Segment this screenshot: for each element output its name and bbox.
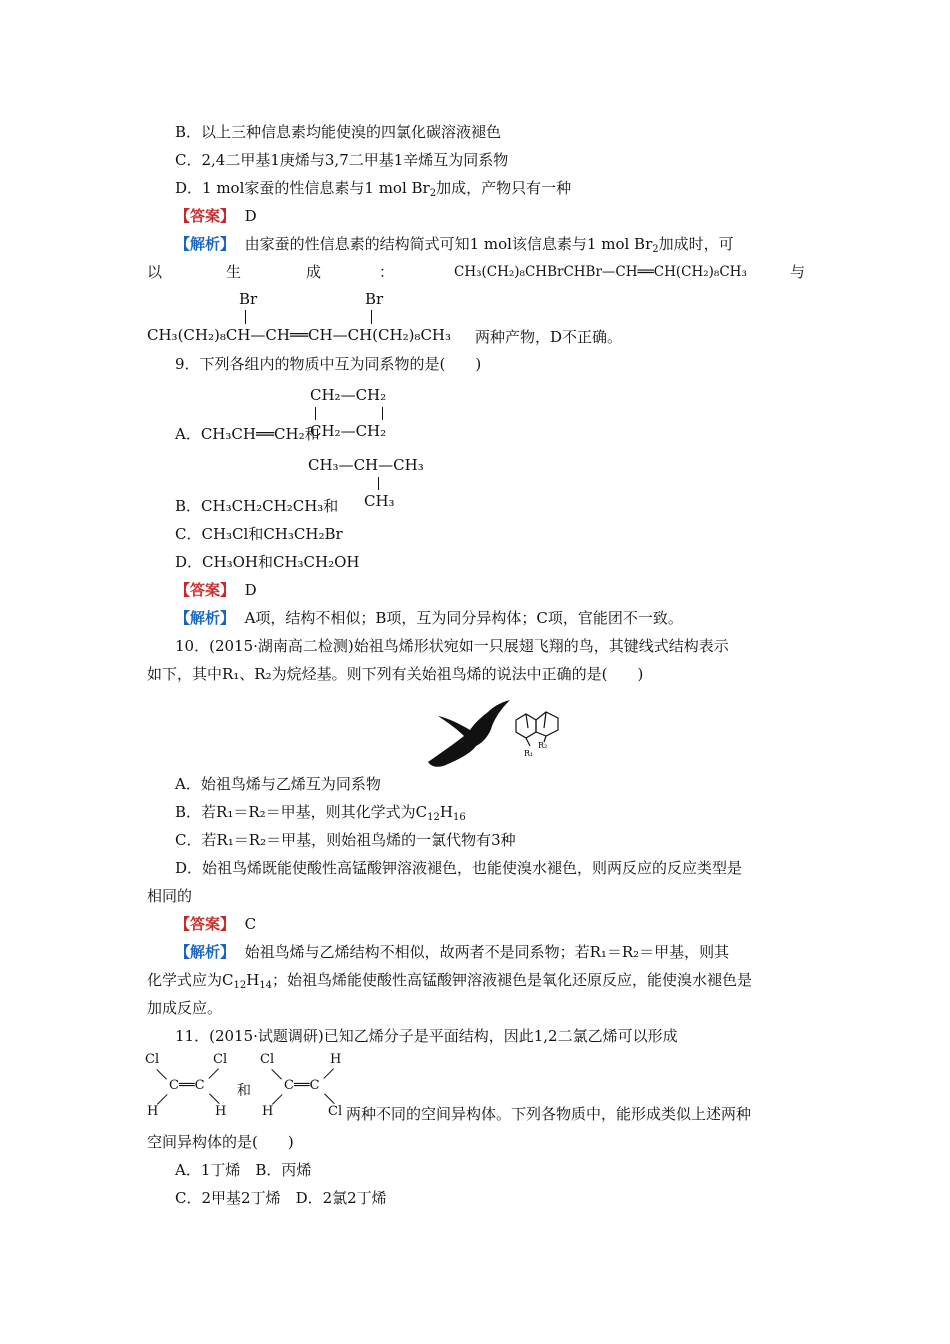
isobutane-structure: CH₃—CH—CH₃ CH₃: [308, 456, 424, 510]
q9-option-b: B．CH₃CH₂CH₂CH₃和: [175, 497, 339, 515]
q9-option-c: C．CH₃Cl和CH₃CH₂Br: [175, 525, 343, 543]
q10-option-b: B．若R₁＝R₂＝甲基，则其化学式为$C_{12}H_{16}$: [175, 803, 466, 823]
q10-option-d-line1: D．始祖鸟烯既能使酸性高锰酸钾溶液褪色，也能使溴水褪色，则两反应的反应类型是: [175, 859, 743, 877]
cis-dichloroethene: Cl Cl C══C H H 和: [145, 1052, 251, 1119]
q10-option-c: C．若R₁＝R₂＝甲基，则始祖鸟烯的一氯代物有3种: [175, 831, 516, 849]
q11-stem-line3: 空间异构体的是( ): [147, 1133, 294, 1151]
q10-stem-line2: 如下，其中R₁、R₂为烷烃基。则下列有关始祖鸟烯的说法中正确的是( ): [147, 665, 644, 683]
q10-explanation-line2: 化学式应为$C_{12}H_{14}$；始祖鸟烯能使酸性高锰酸钾溶液褪色是氧化还原反应，能使溴水褪色是: [147, 971, 753, 991]
q8-option-d: D．1 mol家蚕的性信息素与1 mol $Br_2$加成，产物只有一种: [175, 179, 572, 199]
q9-answer: 【答案】 D: [175, 581, 257, 599]
q8-explanation-line1: 【解析】 由家蚕的性信息素的结构简式可知1 mol该信息素与1 mol $Br_2$加成时，可: [175, 235, 734, 255]
q9-stem: 9．下列各组内的物质中互为同系物的是( ): [175, 355, 482, 373]
bond-line-structure: [516, 712, 558, 746]
q10-stem-line1: 10．(2015·湖南高二检测)始祖鸟烯形状宛如一只展翅飞翔的鸟，其键线式结构表示: [175, 637, 729, 655]
q9-option-d: D．CH₃OH和CH₃CH₂OH: [175, 553, 360, 571]
trans-dichloroethene: Cl H C══C H Cl: [260, 1052, 343, 1119]
answer-tag: 【答案】: [175, 207, 236, 225]
cyclobutane-structure: CH₂—CH₂ CH₂—CH₂: [310, 386, 387, 440]
q11-stem-line1: 11．(2015·试题调研)已知乙烯分子是平面结构，因此1,2二氯乙烯可以形成: [175, 1027, 678, 1045]
q9-option-a: A．CH₃CH══CH₂和: [175, 425, 320, 443]
bird-silhouette: [428, 700, 510, 767]
explanation-tag: 【解析】: [175, 609, 236, 627]
q8-option-b: B．以上三种信息素均能使溴的四氯化碳溶液褪色: [175, 123, 502, 141]
r1-label: R₁: [524, 749, 534, 758]
answer-tag: 【答案】: [175, 581, 236, 599]
explanation-tag: 【解析】: [175, 235, 236, 253]
archaeopteryxene-figure: [418, 698, 568, 770]
product-formula-1: CH₃(CH₂)₈CHBrCHBr—CH══CH(CH₂)₈CH₃: [454, 264, 747, 280]
product-structure-2: Br Br CH₃(CH₂)₈CH—CH══CH—CH(CH₂)₈CH₃ 两种产物，D不正确。: [147, 290, 623, 346]
q10-option-a: A．始祖鸟烯与乙烯互为同系物: [175, 775, 381, 793]
q10-explanation-line3: 加成反应。: [147, 999, 223, 1017]
q11-options-ab: A．1丁烯 B．丙烯: [175, 1161, 312, 1179]
q9-explanation: 【解析】 A项，结构不相似；B项，互为同分异构体；C项，官能团不一致。: [175, 609, 683, 627]
q10-option-d-line2: 相同的: [147, 887, 193, 905]
q11-stem-line2: 两种不同的空间异构体。下列各物质中，能形成类似上述两种: [346, 1105, 752, 1123]
r2-label: R₂: [538, 741, 548, 750]
q10-explanation-line1: 【解析】 始祖鸟烯与乙烯结构不相似，故两者不是同系物；若R₁＝R₂＝甲基，则其: [175, 943, 730, 961]
q8-answer: 【答案】 D: [175, 207, 257, 225]
q8-option-c: C．2,4二甲基1庚烯与3,7二甲基1辛烯互为同系物: [175, 151, 509, 169]
q10-answer: 【答案】 C: [175, 915, 257, 933]
and-label: 和: [237, 1083, 251, 1099]
answer-tag: 【答案】: [175, 915, 236, 933]
q11-options-cd: C．2甲基2丁烯 D．2氯2丁烯: [175, 1189, 387, 1207]
explanation-tag: 【解析】: [175, 943, 236, 961]
